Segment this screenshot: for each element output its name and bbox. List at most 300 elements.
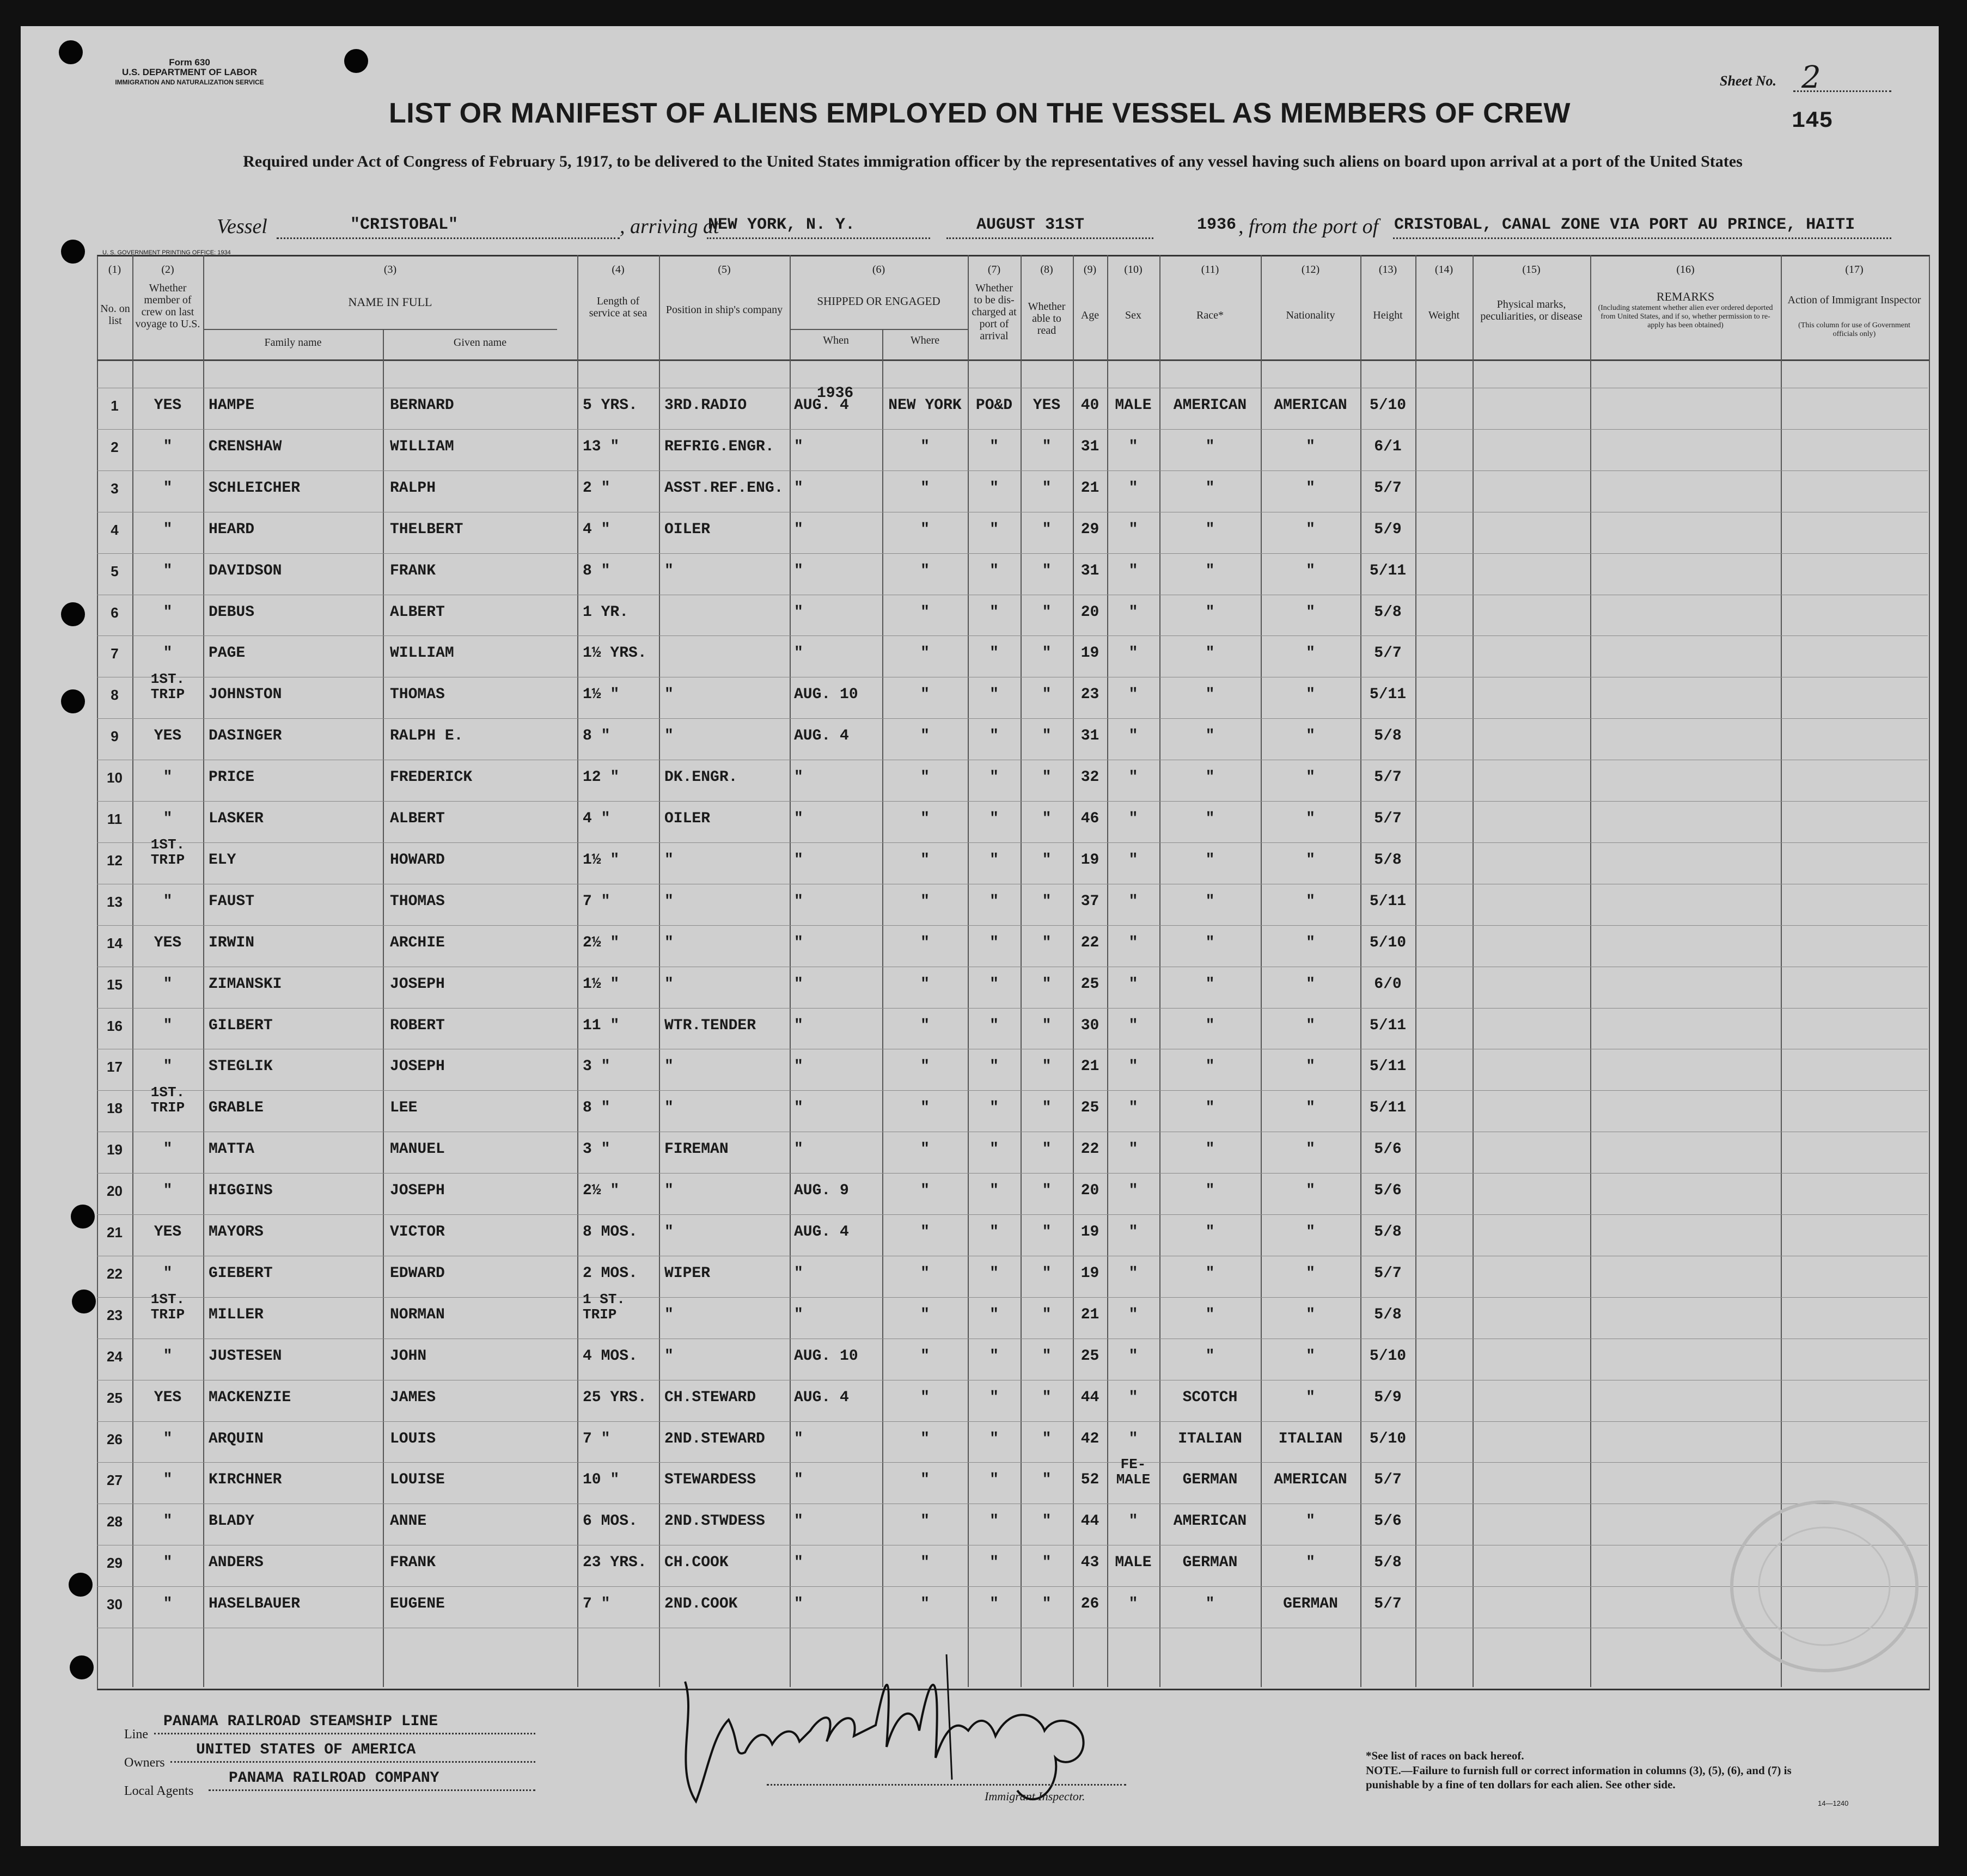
previous-voyage: 1ST. TRIP — [150, 836, 185, 868]
able-to-read: " — [1042, 1389, 1052, 1406]
nationality: " — [1306, 1264, 1315, 1282]
row-rule — [97, 429, 1928, 430]
family-name: ELY — [209, 851, 236, 869]
row-number: 20 — [107, 1183, 123, 1200]
punch-hole — [71, 1205, 95, 1229]
length-of-service: 1½ " — [583, 975, 620, 993]
manifest-sheet — [21, 26, 1939, 1846]
row-number: 21 — [107, 1224, 123, 1241]
printing-office-note: U. S. GOVERNMENT PRINTING OFFICE: 1934 — [102, 249, 231, 256]
col-16-heading: REMARKS — [1656, 290, 1715, 303]
age: 44 — [1080, 1513, 1099, 1530]
given-name: JOHN — [390, 1347, 427, 1365]
shipped-where: " — [920, 810, 930, 827]
previous-voyage: " — [163, 1182, 173, 1200]
family-name: DEBUS — [209, 603, 255, 621]
race: ITALIAN — [1178, 1430, 1242, 1447]
col-10-number: (10) — [1124, 264, 1143, 276]
sex: " — [1128, 1389, 1138, 1406]
ship-position: ASST.REF.ENG. — [664, 479, 784, 497]
shipped-where: " — [920, 1430, 930, 1447]
discharged-flag: " — [989, 934, 999, 951]
nationality: " — [1306, 1513, 1315, 1530]
vessel-name: "CRISTOBAL" — [350, 216, 459, 234]
row-number: 29 — [107, 1555, 123, 1572]
page-subtitle: Required under Act of Congress of February 5, 1917, to be delivered to the United States immigration officer by the representatives of any vessel having such aliens on board upon arrival at a port of the United States — [243, 152, 1743, 170]
ship-position: WIPER — [664, 1264, 711, 1282]
age: 19 — [1080, 1224, 1099, 1241]
ship-position: " — [664, 562, 674, 579]
shipped-when: " — [794, 851, 803, 869]
age: 25 — [1080, 1347, 1099, 1365]
sex: " — [1128, 603, 1138, 621]
race: " — [1205, 769, 1215, 786]
arrival-port: NEW YORK, N. Y. — [708, 216, 856, 234]
nationality: " — [1306, 810, 1315, 827]
previous-voyage: " — [163, 769, 173, 786]
able-to-read: " — [1042, 1099, 1052, 1117]
race: GERMAN — [1182, 1471, 1238, 1489]
shipped-when: " — [794, 769, 803, 786]
ship-position: CH.COOK — [664, 1554, 729, 1572]
row-rule — [97, 1090, 1928, 1091]
sex: " — [1128, 438, 1138, 455]
shipped-when: " — [794, 1471, 803, 1489]
ship-position: 2ND.COOK — [664, 1596, 738, 1613]
family-name: DAVIDSON — [209, 562, 282, 579]
col-15-number: (15) — [1522, 264, 1541, 276]
discharged-flag: " — [989, 1182, 999, 1200]
nationality: " — [1306, 479, 1315, 497]
col-9-number: (9) — [1083, 264, 1097, 276]
table-header-divider — [97, 359, 1929, 361]
row-number: 23 — [107, 1306, 123, 1323]
col-3-number: (3) — [383, 264, 397, 276]
race: " — [1205, 686, 1215, 704]
col-14-heading: Weight — [1428, 309, 1460, 321]
row-rule — [97, 1297, 1928, 1298]
ship-position: WTR.TENDER — [664, 1017, 756, 1034]
row-number: 30 — [107, 1596, 123, 1613]
sex: " — [1128, 1513, 1138, 1530]
shipped-where: " — [920, 1554, 930, 1572]
family-name: DASINGER — [209, 728, 282, 745]
length-of-service: 1½ " — [583, 686, 620, 704]
previous-voyage: YES — [154, 1224, 182, 1241]
nationality: AMERICAN — [1274, 1471, 1347, 1489]
nationality: ITALIAN — [1278, 1430, 1343, 1447]
height: 5/10 — [1369, 1347, 1407, 1365]
length-of-service: 5 YRS. — [583, 397, 638, 414]
owners: UNITED STATES OF AMERICA — [196, 1741, 416, 1758]
able-to-read: " — [1042, 438, 1052, 455]
length-of-service: 7 " — [583, 1596, 610, 1613]
family-name: MILLER — [209, 1306, 264, 1323]
race: GERMAN — [1182, 1554, 1238, 1572]
ship-position: " — [664, 1224, 674, 1241]
able-to-read: YES — [1033, 397, 1061, 414]
col-6-number: (6) — [872, 264, 885, 276]
inspector-signature — [663, 1649, 1153, 1812]
able-to-read: " — [1042, 603, 1052, 621]
given-name: THELBERT — [390, 521, 463, 538]
row-number: 11 — [107, 811, 123, 827]
able-to-read: " — [1042, 1430, 1052, 1447]
length-of-service: 25 YRS. — [583, 1389, 647, 1406]
race: " — [1205, 1224, 1215, 1241]
length-of-service: 2 MOS. — [583, 1264, 638, 1282]
col-10-heading: Sex — [1125, 309, 1141, 321]
shipped-when: " — [794, 645, 803, 662]
col-1-heading: No. on list — [100, 303, 130, 327]
previous-voyage: " — [163, 1471, 173, 1489]
shipped-when: " — [794, 521, 803, 538]
shipped-where: " — [920, 893, 930, 910]
nationality: " — [1306, 1306, 1315, 1323]
col-9-heading: Age — [1080, 309, 1099, 321]
given-name: WILLIAM — [390, 438, 454, 455]
length-of-service: 6 MOS. — [583, 1513, 638, 1530]
discharged-flag: " — [989, 1141, 999, 1158]
nationality: " — [1306, 686, 1315, 704]
nationality: " — [1306, 1099, 1315, 1117]
discharged-flag: " — [989, 1596, 999, 1613]
row-rule — [97, 470, 1928, 471]
height: 5/10 — [1369, 397, 1407, 414]
length-of-service: 3 " — [583, 1141, 610, 1158]
given-name: EUGENE — [390, 1596, 445, 1613]
race: " — [1205, 893, 1215, 910]
age: 44 — [1080, 1389, 1099, 1406]
age: 19 — [1080, 851, 1099, 869]
ship-position: " — [664, 934, 674, 951]
punch-hole — [61, 240, 85, 264]
shipped-where: " — [920, 1513, 930, 1530]
sheet-label: Sheet No. — [1720, 73, 1776, 89]
row-number: 7 — [111, 645, 119, 662]
shipped-where: " — [920, 769, 930, 786]
race: " — [1205, 1596, 1215, 1613]
nationality: " — [1306, 1182, 1315, 1200]
given-name: WILLIAM — [390, 645, 454, 662]
nationality: " — [1306, 934, 1315, 951]
length-of-service: 2 " — [583, 479, 610, 497]
owners-label: Owners — [124, 1756, 165, 1770]
age: 31 — [1080, 728, 1099, 745]
shipped-when: " — [794, 1141, 803, 1158]
previous-voyage: " — [163, 1554, 173, 1572]
col-2-heading: Whether member of crew on last voyage to U.S. — [135, 282, 200, 330]
previous-voyage: " — [163, 1264, 173, 1282]
col-13-number: (13) — [1378, 264, 1397, 276]
race: AMERICAN — [1173, 397, 1247, 414]
family-name: GILBERT — [209, 1017, 273, 1034]
shipped-when: " — [794, 1058, 803, 1076]
nationality: GERMAN — [1283, 1596, 1338, 1613]
given-name: THOMAS — [390, 686, 445, 704]
family-name: JUSTESEN — [209, 1347, 282, 1365]
ship-position: " — [664, 851, 674, 869]
shipped-when: " — [794, 1554, 803, 1572]
when-heading: When — [823, 334, 849, 346]
length-of-service: 4 " — [583, 521, 610, 538]
sex: MALE — [1115, 397, 1152, 414]
discharged-flag: " — [989, 1224, 999, 1241]
able-to-read: " — [1042, 1058, 1052, 1076]
age: 19 — [1080, 645, 1099, 662]
race: " — [1205, 1017, 1215, 1034]
row-number: 14 — [107, 934, 123, 951]
height: 5/8 — [1374, 728, 1402, 745]
arrival-year: 1936 — [1197, 216, 1237, 234]
previous-voyage: " — [163, 521, 173, 538]
given-name: BERNARD — [390, 397, 454, 414]
row-rule — [97, 1421, 1928, 1422]
row-number: 9 — [111, 728, 119, 745]
length-of-service: 8 " — [583, 728, 610, 745]
sex: " — [1128, 1058, 1138, 1076]
nationality: " — [1306, 1554, 1315, 1572]
able-to-read: " — [1042, 934, 1052, 951]
able-to-read: " — [1042, 769, 1052, 786]
age: 23 — [1080, 686, 1099, 704]
shipped-when: " — [794, 934, 803, 951]
able-to-read: " — [1042, 851, 1052, 869]
nationality: " — [1306, 851, 1315, 869]
col-3-heading: NAME IN FULL — [348, 295, 432, 309]
family-name: PRICE — [209, 769, 255, 786]
length-of-service: 2½ " — [583, 1182, 620, 1200]
row-number: 16 — [107, 1017, 123, 1034]
shipped-when: AUG. 4 — [794, 397, 849, 414]
col-16-note: (Including statement whether alien ever ordered deported from United States, and if so, whether permission to re-apply has been obtained) — [1598, 304, 1773, 329]
ship-position: 3RD.RADIO — [664, 397, 747, 414]
col-4-number: (4) — [612, 264, 625, 276]
able-to-read: " — [1042, 562, 1052, 579]
ship-position: " — [664, 893, 674, 910]
ship-position: " — [664, 1347, 674, 1365]
row-number: 22 — [107, 1265, 123, 1282]
given-name: ROBERT — [390, 1017, 445, 1034]
col-11-heading: Race* — [1196, 309, 1224, 321]
col-6-heading: SHIPPED OR ENGAGED — [817, 295, 940, 308]
shipped-when: AUG. 4 — [794, 1389, 849, 1406]
shipped-when: " — [794, 1596, 803, 1613]
form-number: Form 630 — [169, 57, 210, 68]
family-name: HAMPE — [209, 397, 255, 414]
previous-voyage: " — [163, 479, 173, 497]
arriving-label: , arriving at — [620, 215, 719, 238]
sex: " — [1128, 1017, 1138, 1034]
col-5-number: (5) — [718, 264, 731, 276]
family-name: ANDERS — [209, 1554, 264, 1572]
sex: " — [1128, 1306, 1138, 1323]
race: " — [1205, 810, 1215, 827]
discharged-flag: " — [989, 1306, 999, 1323]
punch-hole — [59, 40, 83, 64]
previous-voyage: " — [163, 810, 173, 827]
discharged-flag: " — [989, 686, 999, 704]
given-name: JOSEPH — [390, 975, 445, 993]
shipped-when: " — [794, 1099, 803, 1117]
sex: " — [1128, 810, 1138, 827]
length-of-service: 8 MOS. — [583, 1224, 638, 1241]
sex: " — [1128, 686, 1138, 704]
able-to-read: " — [1042, 479, 1052, 497]
ship-position: OILER — [664, 521, 711, 538]
family-name: LASKER — [209, 810, 264, 827]
age: 31 — [1080, 562, 1099, 579]
service-name: IMMIGRATION AND NATURALIZATION SERVICE — [115, 78, 264, 86]
given-name: LOUISE — [390, 1471, 445, 1489]
nationality: " — [1306, 521, 1315, 538]
row-number: 4 — [111, 521, 119, 538]
col-7-heading: Whether to be dis-charged at port of arrival — [972, 282, 1017, 342]
age: 20 — [1080, 1182, 1099, 1200]
row-rule — [97, 718, 1928, 719]
nationality: " — [1306, 438, 1315, 455]
given-name: THOMAS — [390, 893, 445, 910]
shipped-where: " — [920, 1224, 930, 1241]
col-12-heading: Nationality — [1286, 309, 1335, 321]
shipped-when: " — [794, 975, 803, 993]
height: 5/11 — [1369, 1099, 1407, 1117]
height: 5/8 — [1374, 851, 1402, 869]
sex: " — [1128, 934, 1138, 951]
discharged-flag: " — [989, 521, 999, 538]
family-name-heading: Family name — [264, 337, 322, 349]
shipped-where: " — [920, 521, 930, 538]
shipped-where: " — [920, 1596, 930, 1613]
official-seal-stamp — [1726, 1496, 1922, 1676]
sex: " — [1128, 1141, 1138, 1158]
discharged-flag: " — [989, 1264, 999, 1282]
shipped-where: " — [920, 562, 930, 579]
height: 5/9 — [1374, 1389, 1402, 1406]
previous-voyage: YES — [154, 934, 182, 951]
row-number: 13 — [107, 893, 123, 910]
row-number: 2 — [111, 438, 119, 455]
shipped-where: " — [920, 686, 930, 704]
race: " — [1205, 1058, 1215, 1076]
given-name: HOWARD — [390, 851, 445, 869]
form-code: 14—1240 — [1818, 1799, 1849, 1807]
punch-hole — [72, 1290, 96, 1313]
ship-position: " — [664, 1099, 674, 1117]
shipped-where: " — [920, 1058, 930, 1076]
age: 25 — [1080, 1099, 1099, 1117]
shipped-where: " — [920, 1141, 930, 1158]
department-name: U.S. DEPARTMENT OF LABOR — [121, 67, 258, 77]
length-of-service: 8 " — [583, 562, 610, 579]
able-to-read: " — [1042, 893, 1052, 910]
height: 5/7 — [1374, 810, 1402, 827]
row-number: 19 — [107, 1141, 123, 1158]
previous-voyage: " — [163, 645, 173, 662]
race: " — [1205, 645, 1215, 662]
given-name: LOUIS — [390, 1430, 436, 1447]
sex: " — [1128, 479, 1138, 497]
from-port-label: , from the port of — [1238, 215, 1379, 238]
shipped-where: " — [920, 645, 930, 662]
sex: " — [1128, 851, 1138, 869]
col-17-number: (17) — [1845, 264, 1864, 276]
shipped-when: " — [794, 810, 803, 827]
col-16-number: (16) — [1676, 264, 1695, 276]
discharged-flag: " — [989, 562, 999, 579]
discharged-flag: " — [989, 1017, 999, 1034]
nationality: " — [1306, 975, 1315, 993]
row-rule — [97, 1008, 1928, 1009]
col-2-number: (2) — [161, 264, 174, 276]
age: 22 — [1080, 934, 1099, 951]
family-name: HIGGINS — [209, 1182, 273, 1200]
line-label: Line — [124, 1727, 148, 1741]
length-of-service: 13 " — [583, 438, 620, 455]
race: " — [1205, 603, 1215, 621]
length-of-service: 4 MOS. — [583, 1347, 638, 1365]
race: " — [1205, 1141, 1215, 1158]
previous-voyage: " — [163, 1347, 173, 1365]
discharged-flag: " — [989, 479, 999, 497]
length-of-service: 1½ YRS. — [583, 645, 647, 662]
ship-position: REFRIG.ENGR. — [664, 438, 774, 455]
discharged-flag: " — [989, 769, 999, 786]
row-number: 5 — [111, 563, 119, 579]
family-name: SCHLEICHER — [209, 479, 301, 497]
age: 52 — [1080, 1471, 1099, 1489]
shipped-when: AUG. 10 — [794, 686, 858, 704]
col-12-number: (12) — [1301, 264, 1320, 276]
able-to-read: " — [1042, 521, 1052, 538]
col-15-heading: Physical marks, peculiarities, or disease — [1480, 298, 1583, 322]
ship-position: " — [664, 1182, 674, 1200]
col-5-heading: Position in ship's company — [665, 304, 783, 316]
shipped-year-note: 1936 — [817, 385, 854, 402]
previous-voyage: " — [163, 1596, 173, 1613]
discharged-flag: " — [989, 1513, 999, 1530]
race: " — [1205, 728, 1215, 745]
col-14-number: (14) — [1434, 264, 1453, 276]
race: " — [1205, 438, 1215, 455]
shipped-when: " — [794, 562, 803, 579]
ship-position: STEWARDESS — [664, 1471, 756, 1489]
given-name: ALBERT — [390, 810, 445, 827]
sex: " — [1128, 893, 1138, 910]
sex: " — [1128, 1099, 1138, 1117]
given-name: LEE — [390, 1099, 418, 1117]
family-name: HEARD — [209, 521, 255, 538]
row-rule — [97, 1214, 1928, 1215]
age: 30 — [1080, 1017, 1099, 1034]
previous-voyage: " — [163, 893, 173, 910]
height: 5/6 — [1374, 1141, 1402, 1158]
punch-hole — [61, 602, 85, 626]
ship-position: " — [664, 728, 674, 745]
vessel-label: Vessel — [217, 215, 267, 238]
ship-position: FIREMAN — [664, 1141, 729, 1158]
age: 32 — [1080, 769, 1099, 786]
able-to-read: " — [1042, 1596, 1052, 1613]
discharged-flag: " — [989, 1347, 999, 1365]
penalty-note: NOTE.—Failure to furnish full or correct information in columns (3), (5), (6), and (7) is punishable by a fine of ten dollars for each alien. See other side. — [1366, 1764, 1792, 1791]
nationality: " — [1306, 645, 1315, 662]
age: 40 — [1080, 397, 1099, 414]
row-number: 18 — [107, 1100, 123, 1117]
sex: " — [1128, 728, 1138, 745]
nationality: " — [1306, 1017, 1315, 1034]
age: 26 — [1080, 1596, 1099, 1613]
